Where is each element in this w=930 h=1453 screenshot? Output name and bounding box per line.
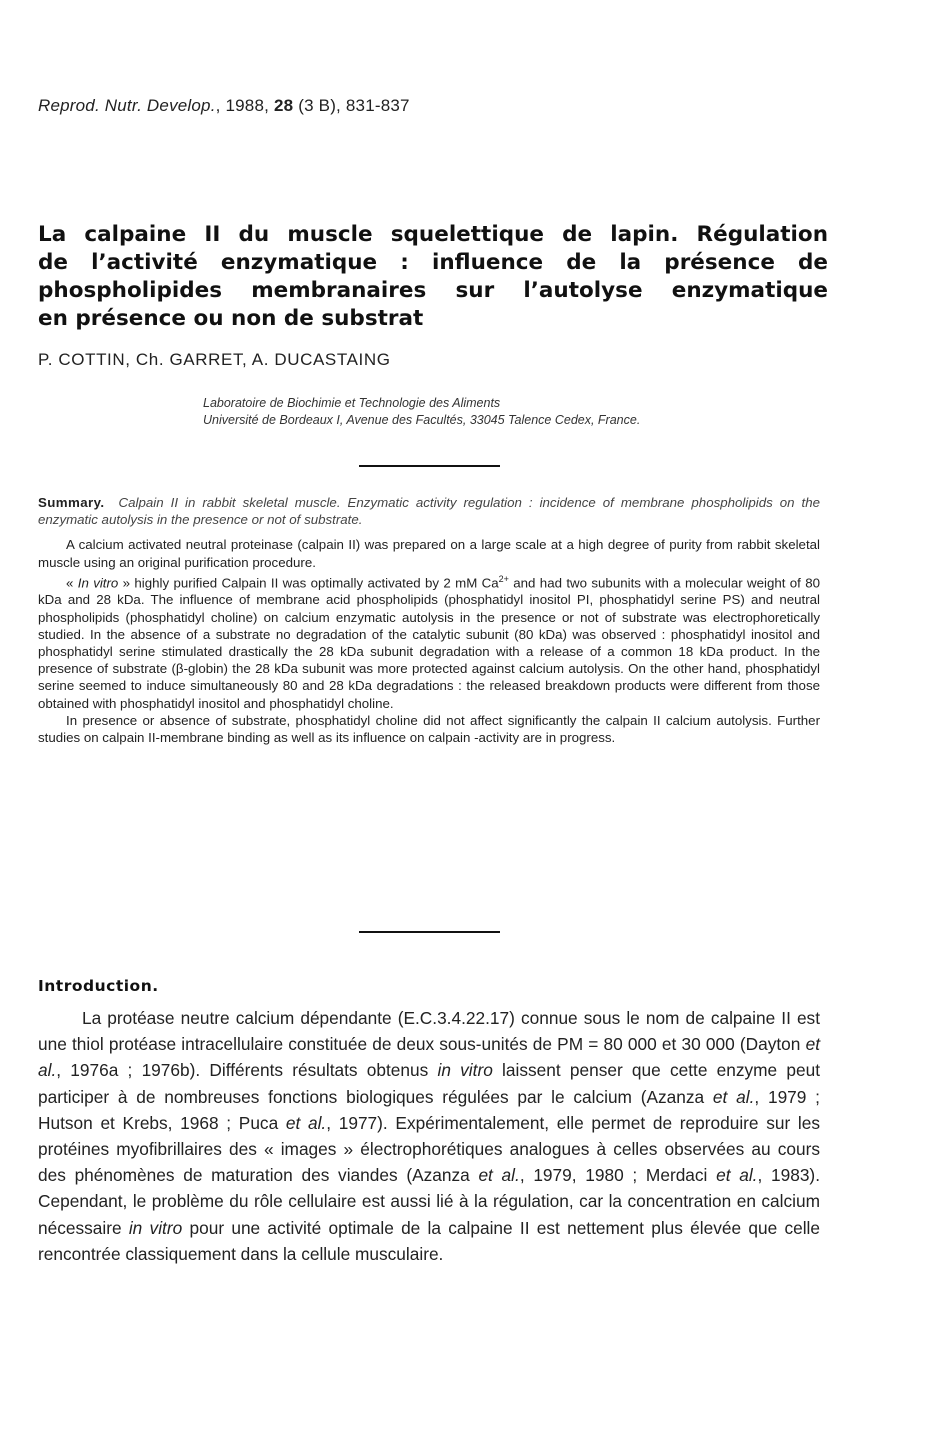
superscript-charge: 2+	[498, 573, 509, 584]
in-vitro-term: In vitro	[77, 575, 119, 591]
citation-year: , 1988,	[215, 96, 270, 115]
summary-english-title: Calpain II in rabbit skeletal muscle. Enzymatic activity regulation : incidence of membrane phospholipids on the enzymatic autolysis in the presence or not of substrate.	[38, 495, 821, 528]
citation-volume: 28	[273, 96, 294, 115]
introduction-heading: Introduction.	[38, 977, 159, 995]
title-line: en présence ou non de substrat	[38, 306, 424, 331]
summary-paragraph: A calcium activated neutral proteinase (calpain II) was prepared on a large scale at a high degree of purity from rabbit skeletal muscle using an original purification procedure.	[38, 537, 820, 570]
intro-text: laissent penser que cette enzyme peut participer à de nombreuses fonctions biologiques régulées par le calcium (Azanza	[38, 1060, 821, 1107]
summary-heading	[38, 494, 820, 528]
introduction-paragraph	[38, 1005, 820, 1267]
divider-rule	[359, 931, 500, 933]
et-al: et al.	[38, 1034, 820, 1081]
intro-text: , 1977). Expérimentalement, elle permet de reproduire sur les protéines myofibrillaires des « images » électrophorétiques analogues à celles observées au cours des phénomènes de maturation des viandes (Azanza	[38, 1112, 820, 1186]
title-line: de l’activité enzymatique : influence de la présence de	[38, 250, 828, 275]
journal-citation	[38, 96, 410, 116]
intro-text: , 1979, 1980 ; Merdaci	[519, 1165, 717, 1186]
affiliation-line: Laboratoire de Biochimie et Technologie des Aliments	[203, 396, 501, 410]
divider-rule	[359, 465, 500, 467]
summary-text: and had two subunits with a molecular weight of 80 kDa and 28 kDa. The influence of membrane acid phospholipids (phosphatidyl inositol PI, phosphatidyl serine PS) and neutral phospholipids (phosphatidyl choline) on calcium enzymatic autolysis in the presence or not of substrate was electrophoretically studied. In the absence of a substrate no degradation of the catalytic subunit (80 kDa) was observed : phosphatidyl inositol and phosphatidyl serine stimulated drastically the 28 kDa subunit degradation with a release of a common 18 kDa product. In the presence of substrate (β-globin) the 28 kDa subunit was more protected against calcium autolysis. On the other hand, phosphatidyl serine seemed to induce simultaneously 80 and 28 kDa degradations : the released breakdown products were different from those obtained with phosphatidyl inositol and phosphatidyl choline.	[38, 575, 821, 711]
et-al: et al.	[716, 1165, 758, 1186]
summary-section	[38, 494, 820, 746]
intro-text: , 1979 ; Hutson et Krebs, 1968 ; Puca	[38, 1086, 820, 1133]
authors: P. COTTIN, Ch. GARRET, A. DUCASTAING	[38, 350, 391, 369]
journal-name: Reprod. Nutr. Develop.	[38, 96, 216, 115]
in-vitro-term: in vitro	[128, 1217, 183, 1238]
affiliation-line: Université de Bordeaux I, Avenue des Facultés, 33045 Talence Cedex, France.	[203, 413, 641, 427]
intro-text: pour une activité optimale de la calpaine II est nettement plus élevée que celle rencontrée classiquement dans la cellule musculaire.	[38, 1217, 820, 1264]
article-title	[38, 221, 828, 333]
in-vitro-term: in vitro	[437, 1060, 493, 1081]
summary-paragraph	[38, 571, 820, 712]
et-al: et al.	[712, 1086, 755, 1107]
intro-text: La protéase neutre calcium dépendante (E.C.3.4.22.17) connue sous le nom de calpaine II est une thiol protéase intracellulaire constituée de deux sous-unités de PM = 80 000 et 30 000 (Dayton	[38, 1008, 820, 1055]
summary-paragraph: In presence or absence of substrate, phosphatidyl choline did not affect significantly the calpain II calcium autolysis. Further studies on calpain II-membrane binding as well as its influence on calpain -activity are in progress.	[38, 712, 820, 746]
summary-label: Summary.	[38, 495, 105, 510]
et-al: et al.	[478, 1165, 520, 1186]
et-al: et al.	[285, 1112, 327, 1133]
affiliation	[203, 395, 640, 429]
title-line: La calpaine II du muscle squelettique de lapin. Régulation	[38, 222, 828, 247]
citation-issue-pages: (3 B), 831-837	[298, 96, 410, 115]
intro-text: , 1976a ; 1976b). Différents résultats obtenus	[56, 1060, 438, 1081]
title-line: phospholipides membranaires sur l’autolyse enzymatique	[38, 278, 828, 303]
quote-open: «	[66, 575, 78, 591]
summary-text: » highly purified Calpain II was optimally activated by 2 mM Ca	[118, 575, 499, 591]
intro-text: , 1983). Cependant, le problème du rôle cellulaire est aussi lié à la régulation, car la concentration en calcium nécessaire	[38, 1165, 820, 1238]
